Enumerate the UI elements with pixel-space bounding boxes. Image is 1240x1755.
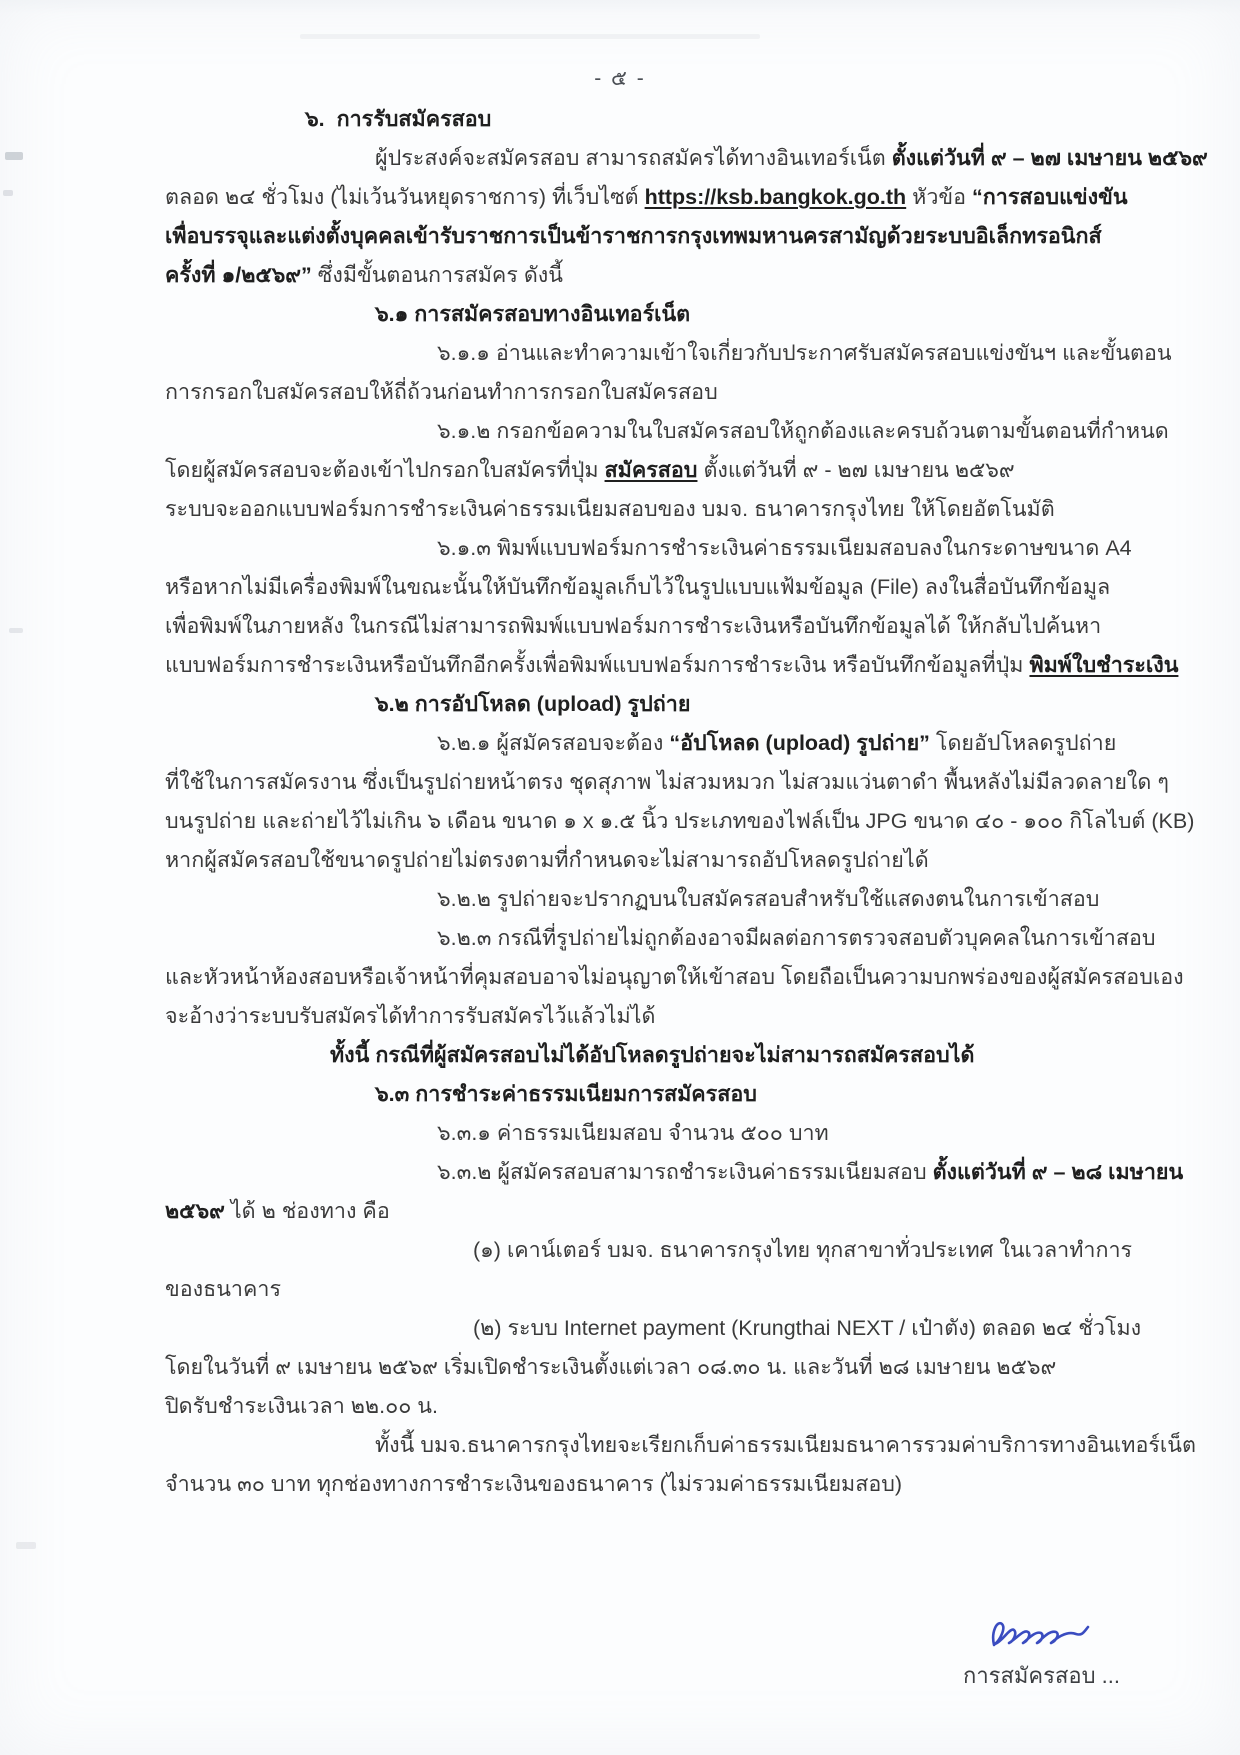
text-line [165, 763, 1169, 802]
text-segment: จะอ้างว่าระบบรับสมัครได้ทำการรับสมัครไว้แล้วไม่ได้ [165, 1004, 656, 1028]
text-line [165, 100, 1125, 139]
text-segment: ซึ่งมีขั้นตอนการสมัคร ดังนี้ [311, 263, 563, 287]
text-segment: ได้ ๒ ช่องทาง คือ [224, 1199, 390, 1223]
text-segment: ที่ใช้ในการสมัครงาน ซึ่งเป็นรูปถ่ายหน้าตรง ชุดสุภาพ ไม่สวมหมวก ไม่สวมแว่นตาดำ พื้นหลังไม่มีลวดลายใด ๆ [165, 770, 1169, 794]
text-segment: (๒) ระบบ Internet payment (Krungthai NEXT / เป๋าตัง) ตลอด ๒๔ ชั่วโมง [473, 1316, 1142, 1340]
text-segment: และหัวหน้าห้องสอบหรือเจ้าหน้าที่คุมสอบอาจไม่อนุญาตให้เข้าสอบ โดยถือเป็นความบกพร่องของผู้สมัครสอบเอง [165, 965, 1184, 989]
text-line [165, 529, 1132, 568]
text-segment: ๖.๑.๓ พิมพ์แบบฟอร์มการชำระเงินค่าธรรมเนียมสอบลงในกระดาษขนาด A4 [437, 536, 1132, 560]
text-segment: ๖.๓.๑ ค่าธรรมเนียมสอบ จำนวน ๕๐๐ บาท [437, 1121, 829, 1145]
text-line [165, 256, 1125, 295]
text-segment: ๖.๑.๑ อ่านและทำความเข้าใจเกี่ยวกับประกาศรับสมัครสอบแข่งขันฯ และขั้นตอน [437, 341, 1172, 365]
text-segment: ๒๕๖๙ [165, 1199, 225, 1223]
text-segment: โดยในวันที่ ๙ เมษายน ๒๕๖๙ เริ่มเปิดชำระเงินตั้งแต่เวลา ๐๘.๓๐ น. และวันที่ ๒๘ เมษายน ๒๕๖๙ [165, 1355, 1057, 1379]
text-line [165, 217, 1125, 256]
text-segment: ๖.๒ การอัปโหลด (upload) รูปถ่าย [375, 692, 691, 716]
text-segment: ของธนาคาร [165, 1277, 282, 1301]
text-line [165, 1036, 1125, 1075]
text-segment: ๖.๒.๓ กรณีที่รูปถ่ายไม่ถูกต้องอาจมีผลต่อการตรวจสอบตัวบุคคลในการเข้าสอบ [437, 926, 1156, 950]
website-url: https://ksb.bangkok.go.th [644, 185, 907, 209]
text-line [165, 568, 1125, 607]
text-segment: เพื่อพิมพ์ในภายหลัง ในกรณีไม่สามารถพิมพ์แบบฟอร์มการชำระเงินหรือบันทึกข้อมูลได้ ให้กลับไปค้นหา [165, 614, 1102, 638]
text-segment: ตั้งแต่วันที่ ๙ - ๒๗ เมษายน ๒๕๖๙ [697, 458, 1015, 482]
text-line [165, 685, 1125, 724]
text-line [165, 334, 1172, 373]
page-number: - ๕ - [594, 67, 646, 90]
document-body [165, 100, 1208, 1504]
text-segment: แบบฟอร์มการชำระเงินหรือบันทึกอีกครั้งเพื่อพิมพ์แบบฟอร์มการชำระเงิน หรือบันทึกข้อมูลที่ปุ่ม [165, 653, 1030, 677]
text-line [165, 646, 1179, 685]
text-line [165, 490, 1125, 529]
print-payment-slip-button-label: พิมพ์ใบชำระเงิน [1029, 653, 1179, 677]
catchword: การสมัครสอบ ... [963, 1663, 1121, 1688]
text-line [165, 1426, 1196, 1465]
text-segment: ครั้งที่ ๑/๒๕๖๙” [165, 263, 312, 287]
text-line [165, 412, 1169, 451]
text-segment: บนรูปถ่าย และถ่ายไว้ไม่เกิน ๖ เดือน ขนาด ๑ x ๑.๕ นิ้ว ประเภทของไฟล์เป็น JPG ขนาด ๔๐ - ๑๐๐ กิโลไบต์ (KB) [165, 809, 1195, 833]
text-segment: หากผู้สมัครสอบใช้ขนาดรูปถ่ายไม่ตรงตามที่กำหนดจะไม่สามารถอัปโหลดรูปถ่ายได้ [165, 848, 929, 872]
text-line [165, 607, 1125, 646]
text-line [165, 1465, 1125, 1504]
text-segment: ๖. การรับสมัครสอบ [305, 107, 492, 131]
text-line [165, 1309, 1142, 1348]
text-segment: ๖.๑.๒ กรอกข้อความในใบสมัครสอบให้ถูกต้องและครบถ้วนตามขั้นตอนที่กำหนด [437, 419, 1169, 443]
text-segment: ๖.๓ การชำระค่าธรรมเนียมการสมัครสอบ [375, 1082, 757, 1106]
text-line [165, 139, 1208, 178]
text-line [165, 1231, 1133, 1270]
text-segment: โดยอัปโหลดรูปถ่าย [929, 731, 1117, 755]
text-segment: ทั้งนี้ บมจ.ธนาคารกรุงไทยจะเรียกเก็บค่าธรรมเนียมธนาคารรวมค่าบริการทางอินเทอร์เน็ต [375, 1433, 1196, 1457]
text-line [165, 451, 1125, 490]
signature [985, 1610, 1095, 1658]
text-segment: ๖.๒.๒ รูปถ่ายจะปรากฏบนใบสมัครสอบสำหรับใช้แสดงตนในการเข้าสอบ [437, 887, 1100, 911]
text-segment: “การสอบแข่งขัน [972, 185, 1128, 209]
scan-artifact [16, 1542, 36, 1549]
scan-artifact [3, 190, 13, 196]
text-line [165, 1387, 1125, 1426]
text-segment: จำนวน ๓๐ บาท ทุกช่องทางการชำระเงินของธนาคาร (ไม่รวมค่าธรรมเนียมสอบ) [165, 1472, 903, 1496]
text-segment: หรือหากไม่มีเครื่องพิมพ์ในขณะนั้นให้บันทึกข้อมูลเก็บไว้ในรูปแบบแฟ้มข้อมูล (File) ลงในสื่อบันทึกข้อมูล [165, 575, 1111, 599]
apply-button-label: สมัครสอบ [604, 458, 698, 482]
scan-artifact [9, 628, 23, 633]
text-segment: ปิดรับชำระเงินเวลา ๒๒.๐๐ น. [165, 1394, 438, 1418]
text-segment: ระบบจะออกแบบฟอร์มการชำระเงินค่าธรรมเนียมสอบของ บมจ. ธนาคารกรุงไทย ให้โดยอัตโนมัติ [165, 497, 1055, 521]
text-segment: ๖.๓.๒ ผู้สมัครสอบสามารถชำระเงินค่าธรรมเนียมสอบ [437, 1160, 933, 1184]
text-segment: ตั้งแต่วันที่ ๙ – ๒๘ เมษายน [932, 1160, 1184, 1184]
text-line [165, 919, 1156, 958]
text-line [165, 1192, 1125, 1231]
scan-artifact [300, 34, 760, 39]
text-line [165, 1348, 1125, 1387]
text-line [165, 724, 1125, 763]
text-segment: ๖.๑ การสมัครสอบทางอินเทอร์เน็ต [375, 302, 691, 326]
text-line [165, 178, 1128, 217]
text-segment: หัวข้อ [906, 185, 972, 209]
text-line [165, 295, 1125, 334]
text-line [165, 997, 1125, 1036]
text-segment: ทั้งนี้ กรณีที่ผู้สมัครสอบไม่ได้อัปโหลดรูปถ่ายจะไม่สามารถสมัครสอบได้ [330, 1043, 975, 1067]
text-segment: ตลอด ๒๔ ชั่วโมง (ไม่เว้นวันหยุดราชการ) ที่เว็บไซต์ [165, 185, 645, 209]
text-segment: ผู้ประสงค์จะสมัครสอบ สามารถสมัครได้ทางอินเทอร์เน็ต [375, 146, 892, 170]
text-segment: การกรอกใบสมัครสอบให้ถี่ถ้วนก่อนทำการกรอกใบสมัครสอบ [165, 380, 718, 404]
text-segment: เพื่อบรรจุและแต่งตั้งบุคคลเข้ารับราชการเป็นข้าราชการกรุงเทพมหานครสามัญด้วยระบบอิเล็กทรอนิกส์ [165, 224, 1102, 248]
text-line [165, 1153, 1184, 1192]
text-line [165, 1270, 1125, 1309]
text-line [165, 373, 1125, 412]
text-line [165, 958, 1184, 997]
text-segment: “อัปโหลด (upload) รูปถ่าย” [669, 731, 930, 755]
text-segment: ๖.๒.๑ ผู้สมัครสอบจะต้อง [437, 731, 670, 755]
text-segment: โดยผู้สมัครสอบจะต้องเข้าไปกรอกใบสมัครที่ปุ่ม [165, 458, 605, 482]
text-line [165, 1075, 1125, 1114]
text-line [165, 841, 1125, 880]
text-segment: ตั้งแต่วันที่ ๙ – ๒๗ เมษายน ๒๕๖๙ [891, 146, 1208, 170]
scan-artifact [5, 152, 23, 160]
text-line [165, 802, 1195, 841]
text-line [165, 1114, 1125, 1153]
text-segment: (๑) เคาน์เตอร์ บมจ. ธนาคารกรุงไทย ทุกสาขาทั่วประเทศ ในเวลาทำการ [473, 1238, 1133, 1262]
text-line [165, 880, 1125, 919]
